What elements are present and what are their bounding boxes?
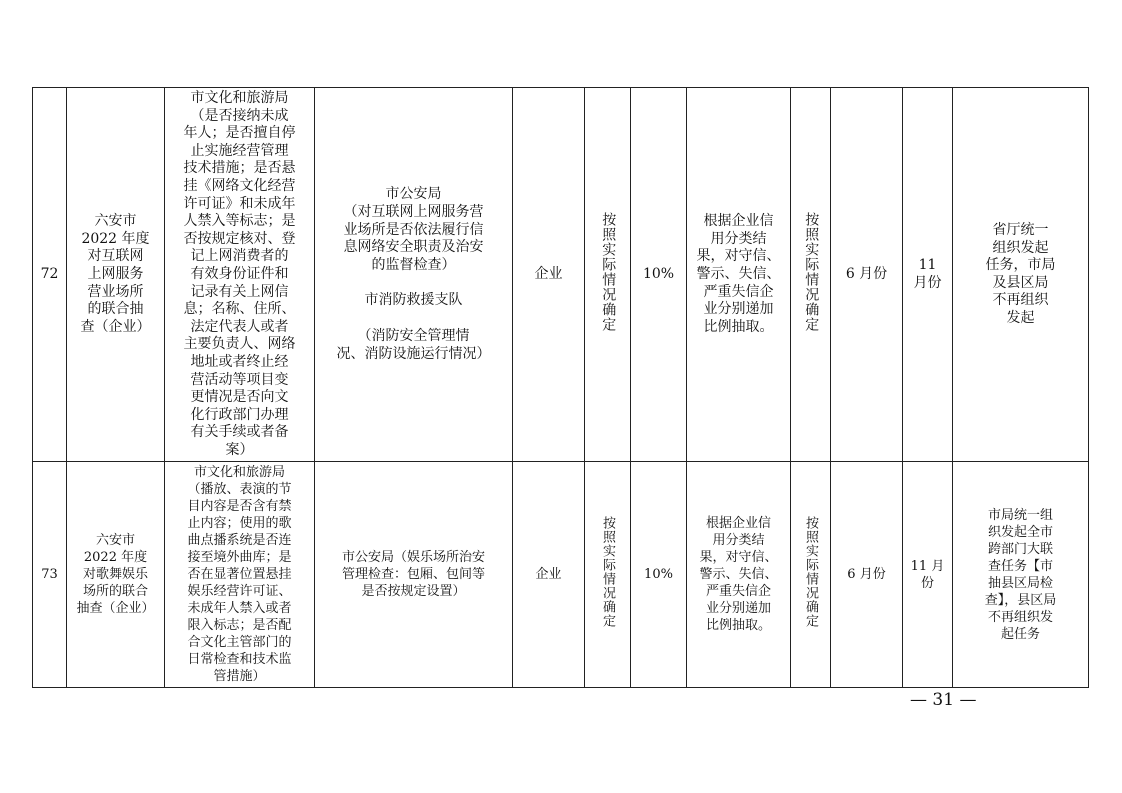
sampling-ratio: 10% xyxy=(631,88,687,462)
page-number: — 31 — xyxy=(910,690,977,710)
table-row xyxy=(33,462,1089,688)
row-seq: 73 xyxy=(33,462,67,688)
lead-department: 市文化和旅游局 （播放、表演的节 目内容是否含有禁 止内容；使用的歌 曲点播系统是否连 接至境外曲库；是 否在显著位置悬挂 娱乐经营许可证、 未成年人禁入或者 限入标志；是否配 合文化主管部门的 日常检查和技术监 管措施） xyxy=(165,462,315,688)
joint-departments xyxy=(315,88,513,462)
inspection-method-cell xyxy=(791,462,831,688)
remarks: 市局统一组 织发起全市 跨部门大联 查任务【市 抽县区局检 查】，县区局 不再组织发 起任务 xyxy=(953,462,1089,688)
joint-dept-fire-scope: （消防安全管理情 况、消防设施运行情况） xyxy=(336,327,491,362)
joint-departments: 市公安局（娱乐场所治安 管理检查：包厢、包间等 是否按规定设置） xyxy=(315,462,513,688)
inspection-method-cell xyxy=(791,88,831,462)
sampling-method-cell xyxy=(585,88,631,462)
credit-rule: 根据企业信 用分类结 果，对守信、 警示、失信、 严重失信企 业分别递加 比例抽取。 xyxy=(687,462,791,688)
inspection-target: 企业 xyxy=(513,88,585,462)
lead-department: 市文化和旅游局 （是否接纳未成 年人；是否擅自停 止实施经营管理 技术措施；是否悬 挂《网络文化经营 许可证》和未成年 人禁入等标志；是 否按规定核对、登 记上网消费者的 有效身份证件和 记录有关上网信 息；名称、住所、 法定代表人或者 主要负责人、网络 地址或者终止经 营活动等项目变 更情况是否向文 化行政部门办理 有关手续或者备 案） xyxy=(165,88,315,462)
end-time: 11 月 份 xyxy=(903,462,953,688)
credit-rule: 根据企业信 用分类结 果，对守信、 警示、失信、 严重失信企 业分别递加 比例抽取。 xyxy=(687,88,791,462)
inspection-method: 按照实际情况确定 xyxy=(803,211,820,332)
sampling-method-cell xyxy=(585,462,631,688)
sampling-method: 按照实际情况确定 xyxy=(600,516,615,629)
sampling-method: 按照实际情况确定 xyxy=(600,211,617,332)
task-name: 六安市 2022 年度 对互联网 上网服务 营业场所 的联合抽 查（企业） xyxy=(67,88,165,462)
task-name: 六安市 2022 年度 对歌舞娱乐 场所的联合 抽查（企业） xyxy=(67,462,165,688)
inspection-target: 企业 xyxy=(513,462,585,688)
end-time: 11 月份 xyxy=(903,88,953,462)
row-seq: 72 xyxy=(33,88,67,462)
joint-dept-police: 市公安局 （对互联网上网服务营 业场所是否依法履行信 息网络安全职责及治安 的监督检查） xyxy=(343,186,484,273)
table-row xyxy=(33,88,1089,462)
joint-dept-fire: 市消防救援支队 xyxy=(364,292,463,309)
inspection-method: 按照实际情况确定 xyxy=(803,516,818,629)
remarks: 省厅统一 组织发起 任务，市局 及县区局 不再组织 发起 xyxy=(953,88,1089,462)
sampling-ratio: 10% xyxy=(631,462,687,688)
start-time: 6 月份 xyxy=(831,88,903,462)
start-time: 6 月份 xyxy=(831,462,903,688)
inspection-table xyxy=(32,87,1089,688)
